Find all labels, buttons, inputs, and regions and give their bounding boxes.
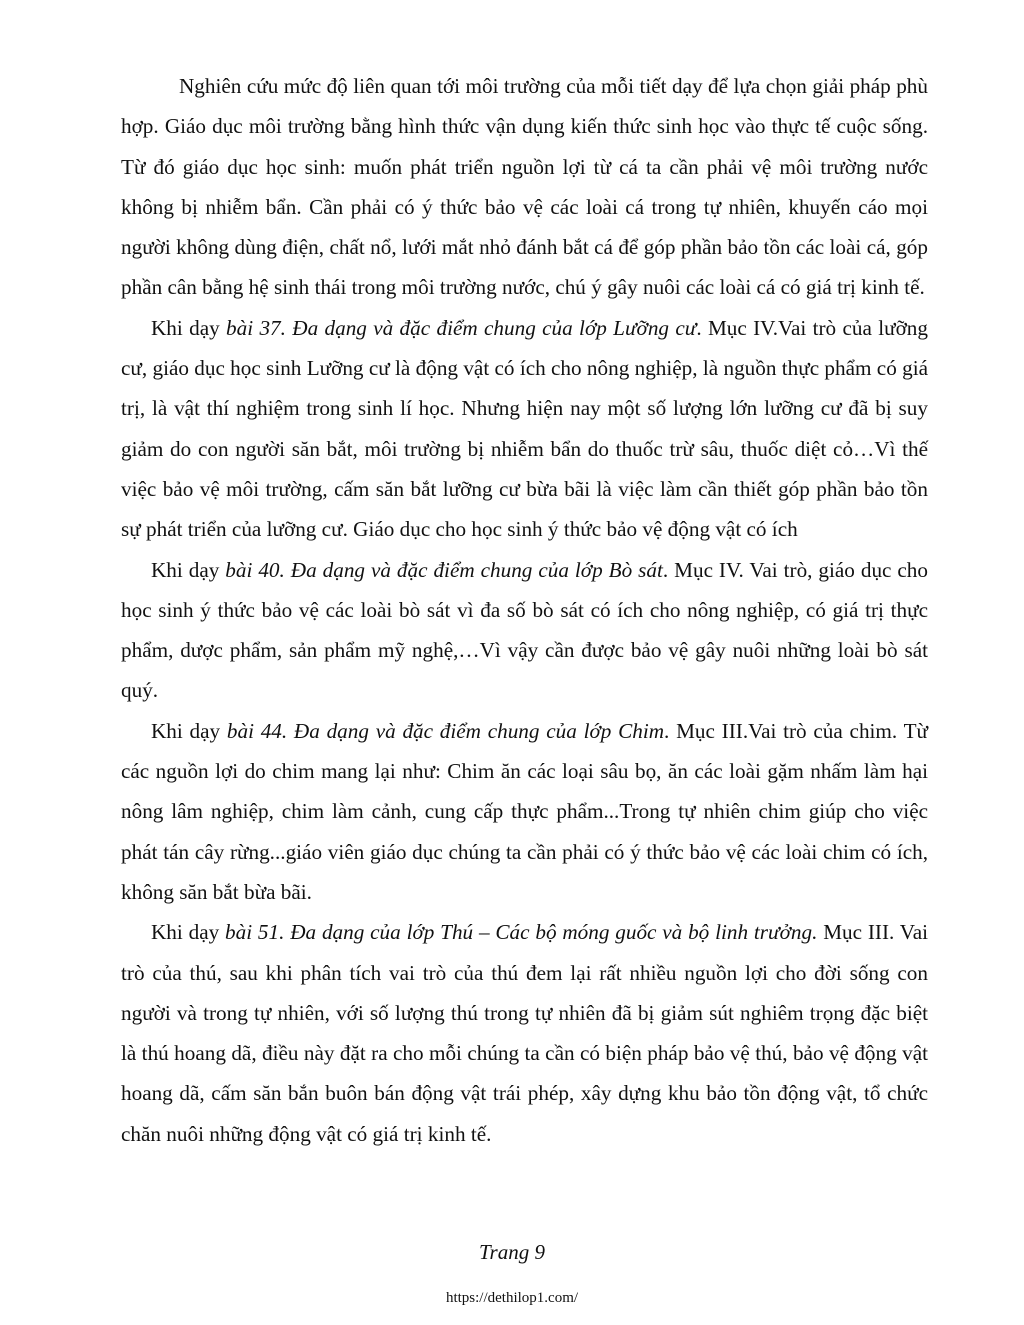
paragraph-prefix: Khi dạy [151,718,227,743]
document-body [121,66,928,1154]
paragraph-lesson-37 [121,308,928,550]
footer-url[interactable]: https://dethilop1.com/ [445,1290,579,1306]
paragraph-intro [121,66,928,308]
lesson-title: bài 44. Đa dạng và đặc điểm chung của lớp Chim [226,718,665,743]
paragraph-prefix: Khi dạy [151,920,226,945]
lesson-title: bài 40. Đa dạng và đặc điểm chung của lớp Bò sát [225,557,663,582]
paragraph-text: . Mục IV.Vai trò của lưỡng cư, giáo dục học sinh Lưỡng cư là động vật có ích cho nông nghiệp, là nguồn thực phẩm có giá trị, là vật thí nghiệm trong sinh lí học. Nhưng hiện nay một số lượng lớn lưỡng cư đã bị suy giảm do con người săn bắt, môi trường bị nhiễm bẩn do thuốc trừ sâu, thuốc diệt cỏ…Vì thế việc bảo vệ môi trường, cấm săn bắt lưỡng cư bừa bãi là việc làm cần thiết góp phần bảo tồn sự phát triển của lưỡng cư. Giáo dục cho học sinh ý thức bảo vệ động vật có ích [121,315,928,542]
paragraph-lesson-44 [121,711,928,912]
paragraph-text: . Mục IV. Vai trò, giáo dục cho học sinh ý thức bảo vệ các loài bò sát vì đa số bò sát có ích cho nông nghiệp, có giá trị thực phẩm, dược phẩm, sản phẩm mỹ nghệ,…Vì vậy cần được bảo vệ gây nuôi những loài bò sát quý. [121,557,928,703]
paragraph-text: . Mục III.Vai trò của chim. Từ các nguồn lợi do chim mang lại như: Chim ăn các loại sâu bọ, ăn các loài gặm nhấm làm hại nông lâm nghiệp, chim làm cảnh, cung cấp thực phẩm...Trong tự nhiên chim giúp cho việc phát tán cây rừng...giáo viên giáo dục chúng ta cần phải có ý thức bảo vệ các loài chim có ích, không săn bắt bừa bãi. [121,718,928,904]
lesson-title: bài 51. Đa dạng của lớp Thú – Các bộ móng guốc và bộ linh trưởng. [225,920,818,945]
paragraph-lesson-40 [121,550,928,711]
paragraph-prefix: Khi dạy [151,557,226,582]
paragraph-text: Nghiên cứu mức độ liên quan tới môi trường của mỗi tiết dạy để lựa chọn giải pháp phù hợp. Giáo dục môi trường bằng hình thức vận dụng kiến thức sinh học vào thực tế cuộc sống. Từ đó giáo dục học sinh: muốn phát triển nguồn lợi từ cá ta cần phải vệ môi trường nước không bị nhiễm bẩn. Cần phải có ý thức bảo vệ các loài cá trong tự nhiên, khuyến cáo mọi người không dùng điện, chất nổ, lưới mắt nhỏ đánh bắt cá để góp phần bảo tồn các loài cá, góp phần cân bằng hệ sinh thái trong môi trường nước, chú ý gây nuôi các loài cá có giá trị kinh tế. [121,74,928,300]
paragraph-text: Mục III. Vai trò của thú, sau khi phân tích vai trò của thú đem lại rất nhiều nguồn lợi cho đời sống con người và trong tự nhiên, với số lượng thú trong tự nhiên đã bị giảm sút nghiêm trọng đặc biệt là thú hoang dã, điều này đặt ra cho mỗi chúng ta cần có biện pháp bảo vệ thú, bảo vệ động vật hoang dã, cấm săn bắn buôn bán động vật trái phép, xây dựng khu bảo tồn động vật, tổ chức chăn nuôi những động vật có giá trị kinh tế. [121,920,929,1146]
lesson-title: bài 37. Đa dạng và đặc điểm chung của lớp Lưỡng cư [226,315,697,340]
paragraph-prefix: Khi dạy [151,315,227,340]
page-number: Trang 9 [479,1240,545,1264]
paragraph-lesson-51 [121,912,928,1154]
